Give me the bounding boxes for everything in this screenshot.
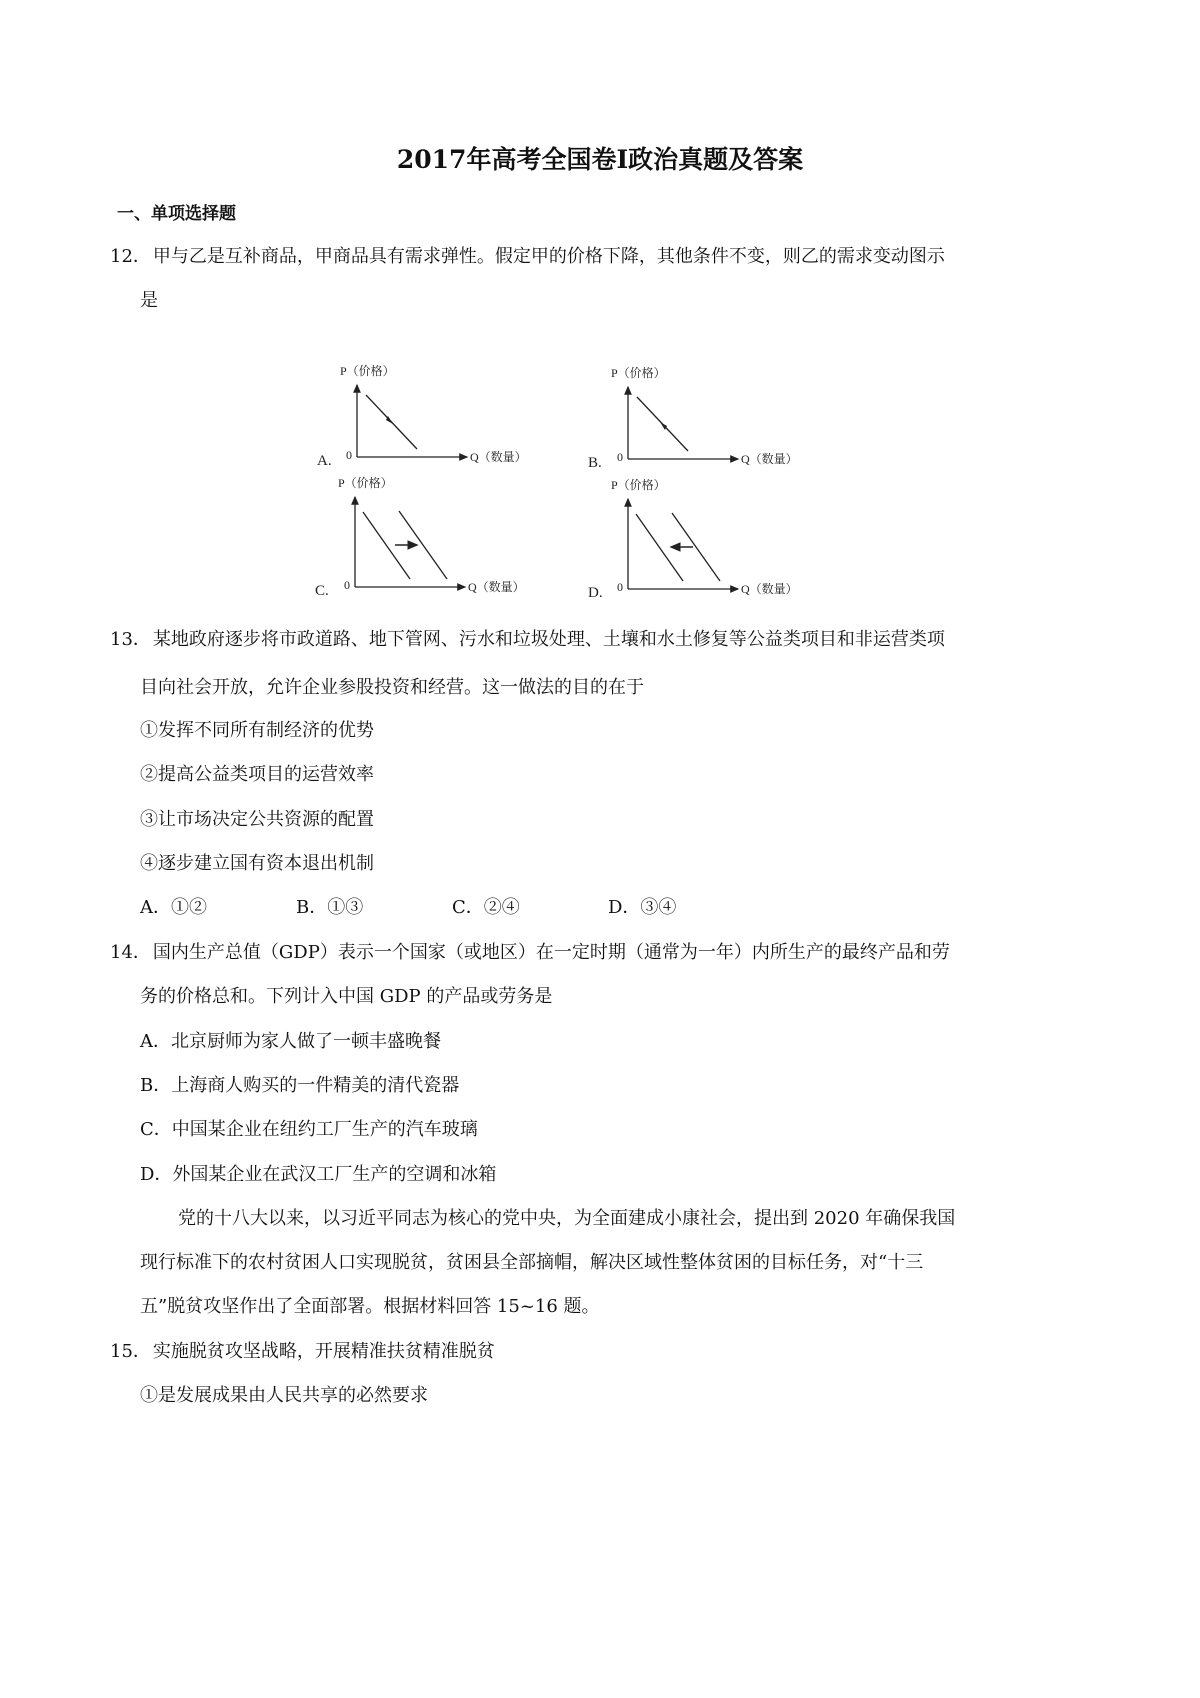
origin-label: 0 [346,448,352,462]
p-axis-label: P（价格） [340,364,395,378]
q12-number: 12． [110,246,151,267]
q14-number: 14． [110,942,151,963]
material-text: 现行标准下的农村贫困人口实现脱贫，贫困县全部摘帽，解决区域性整体贫困的目标任务，对“十三 [140,1252,924,1273]
q13-option-c: C．②④ [452,897,520,918]
material-text: 党的十八大以来，以习近平同志为核心的党中央，为全面建成小康社会，提出到 2020 年确保我国 [178,1208,956,1229]
origin-label: 0 [617,580,623,594]
q15-stem: 实施脱贫攻坚战略，开展精准扶贫精准脱贫 [152,1341,495,1362]
origin-label: 0 [344,578,350,592]
option-label: B. [588,455,602,471]
q13-item: ④逐步建立国有资本退出机制 [140,853,374,874]
q13-item: ③让市场决定公共资源的配置 [140,809,374,830]
p-axis-label: P（价格） [611,478,666,492]
origin-label: 0 [617,450,623,464]
graph-a [317,363,527,469]
graph-b [588,365,798,471]
q14-stem-cont: 务的价格总和。下列计入中国 GDP 的产品或劳务是 [140,986,553,1007]
q13-option-a: A．①② [140,897,207,918]
movement-arrow [660,422,667,430]
q14-option-b: B．上海商人购买的一件精美的清代瓷器 [140,1075,460,1096]
q15-number: 15． [110,1341,151,1362]
q-axis-label: Q（数量） [741,452,798,466]
q13-option-d: D．③④ [608,897,677,918]
p-axis-label: P（价格） [338,476,393,490]
q14-stem: 国内生产总值（GDP）表示一个国家（或地区）在一定时期（通常为一年）内所生产的最终产品和劳 [152,942,950,963]
q14-option-c: C．中国某企业在纽约工厂生产的汽车玻璃 [140,1119,478,1140]
section-heading: 一、单项选择题 [117,204,236,224]
q-axis-label: Q（数量） [470,450,527,464]
q13-item: ①发挥不同所有制经济的优势 [140,720,374,741]
material-text: 五”脱贫攻坚作出了全面部署。根据材料回答 15~16 题。 [140,1296,600,1317]
page-title: 2017年高考全国卷Ⅰ政治真题及答案 [396,145,804,174]
q14-line [110,941,950,965]
graph-c [315,475,525,599]
q14-option-d: D．外国某企业在武汉工厂生产的空调和冰箱 [140,1164,497,1185]
q14-option-a: A．北京厨师为家人做了一顿丰盛晚餐 [140,1031,441,1052]
option-label: D. [588,585,603,601]
q12-stem: 甲与乙是互补商品，甲商品具有需求弹性。假定甲的价格下降，其他条件不变，则乙的需求变动图示 [152,246,945,267]
q12-graphs [0,330,1200,615]
q-axis-label: Q（数量） [741,582,798,596]
q13-stem-cont: 目向社会开放，允许企业参股投资和经营。这一做法的目的在于 [140,677,644,698]
q12-line [110,245,945,269]
option-label: A. [317,453,332,469]
q13-item: ②提高公益类项目的运营效率 [140,764,374,785]
q-axis-label: Q（数量） [468,580,525,594]
option-label: C. [315,583,329,599]
graph-d [588,477,798,601]
q13-line [110,628,945,652]
q15-line [110,1340,495,1364]
q15-item: ①是发展成果由人民共享的必然要求 [140,1385,428,1406]
q13-options [140,896,764,920]
q13-stem: 某地政府逐步将市政道路、地下管网、污水和垃圾处理、土壤和水土修复等公益类项目和非运营类项 [152,629,945,650]
p-axis-label: P（价格） [611,366,666,380]
q12-stem-cont: 是 [140,290,158,311]
q13-number: 13． [110,629,151,650]
q13-option-b: B．①③ [296,897,364,918]
